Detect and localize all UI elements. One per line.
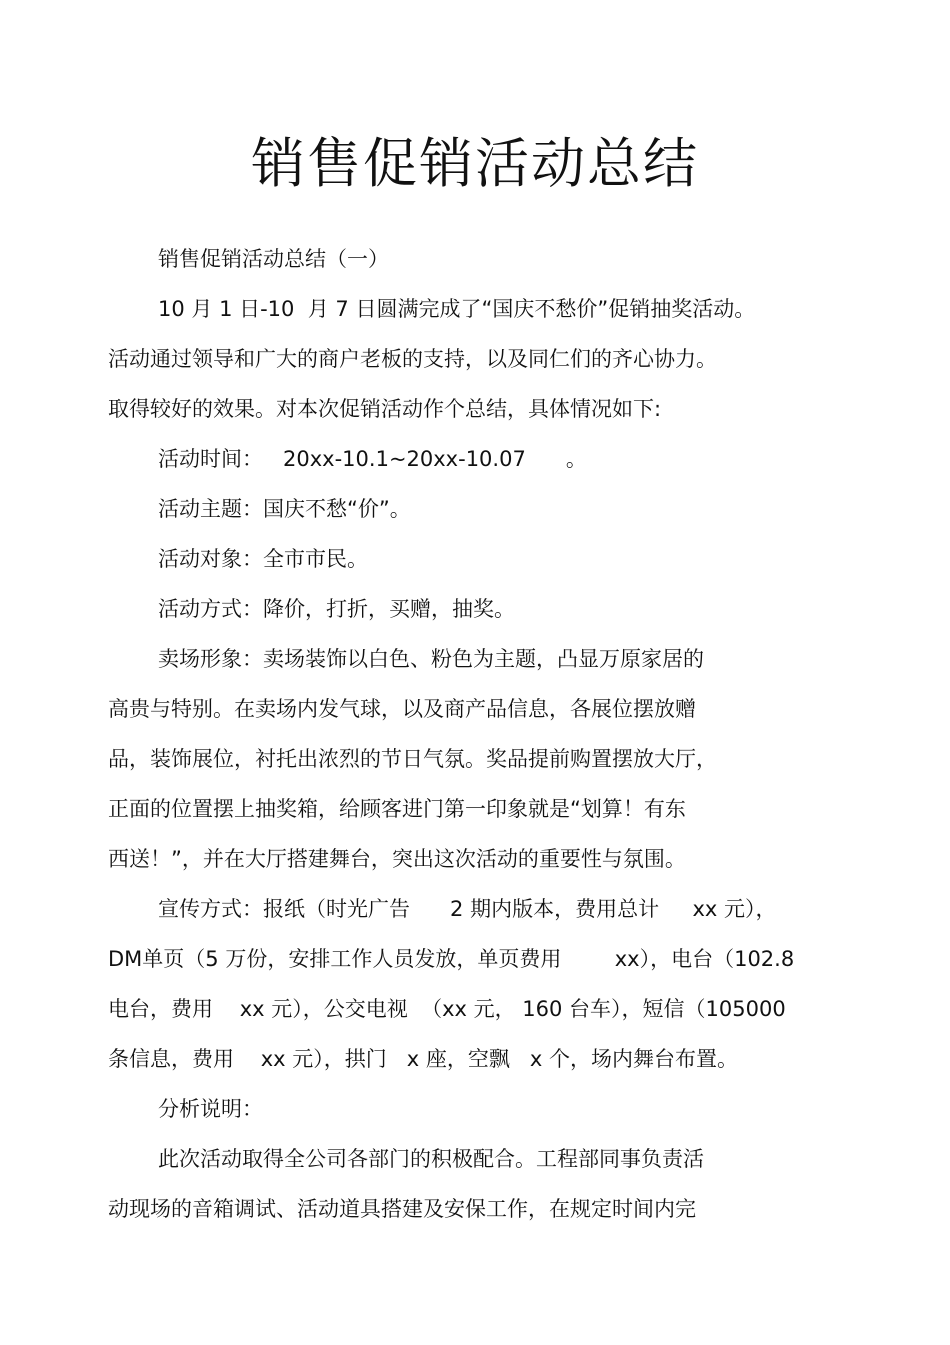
paragraph-line: 10 月 1 日-10 月 7 日圆满完成了“国庆不愁价”促销抽奖活动。 (158, 297, 756, 321)
analysis-heading: 分析说明： (158, 1097, 263, 1121)
document-title: 销售促销活动总结 (251, 132, 699, 195)
paragraph-line: 西送！”，并在大厅搭建舞台，突出这次活动的重要性与氛围。 (108, 847, 686, 871)
paragraph-line: 宣传方式：报纸（时光广告 2 期内版本，费用总计 xx 元）， (158, 897, 777, 921)
paragraph-line: 取得较好的效果。对本次促销活动作个总结，具体情况如下: (108, 397, 662, 421)
paragraph-line: 电台，费用 xx 元），公交电视 （xx 元， 160 台车），短信（105000 (108, 997, 786, 1021)
paragraph-line: DM单页（5 万份，安排工作人员发放，单页费用 xx），电台（102.8 (108, 947, 795, 971)
paragraph-line: 高贵与特别。在卖场内发气球，以及商产品信息，各展位摆放赠 (108, 697, 696, 721)
paragraph-line: 卖场形象：卖场装饰以白色、粉色为主题，凸显万原家居的 (158, 647, 704, 671)
activity-theme-line: 活动主题：国庆不愁“价”。 (158, 497, 411, 521)
paragraph-line: 品，装饰展位，衬托出浓烈的节日气氛。奖品提前购置摆放大厅， (108, 747, 717, 771)
activity-time-line: 活动时间： 20xx-10.1~20xx-10.07 。 (158, 447, 587, 471)
paragraph-line: 活动通过领导和广大的商户老板的支持，以及同仁们的齐心协力。 (108, 347, 717, 371)
paragraph-line: 正面的位置摆上抽奖箱，给顾客进门第一印象就是“划算！有东 (108, 797, 686, 821)
paragraph-line: 动现场的音箱调试、活动道具搭建及安保工作，在规定时间内完 (108, 1197, 696, 1221)
paragraph-line: 条信息，费用 xx 元），拱门 x 座，空飘 x 个，场内舞台布置。 (108, 1047, 738, 1071)
activity-method-line: 活动方式：降价，打折，买赠，抽奖。 (158, 597, 515, 621)
section-heading: 销售促销活动总结（一） (158, 247, 389, 271)
paragraph-line: 此次活动取得全公司各部门的积极配合。工程部同事负责活 (158, 1147, 704, 1171)
activity-target-line: 活动对象：全市市民。 (158, 547, 368, 571)
